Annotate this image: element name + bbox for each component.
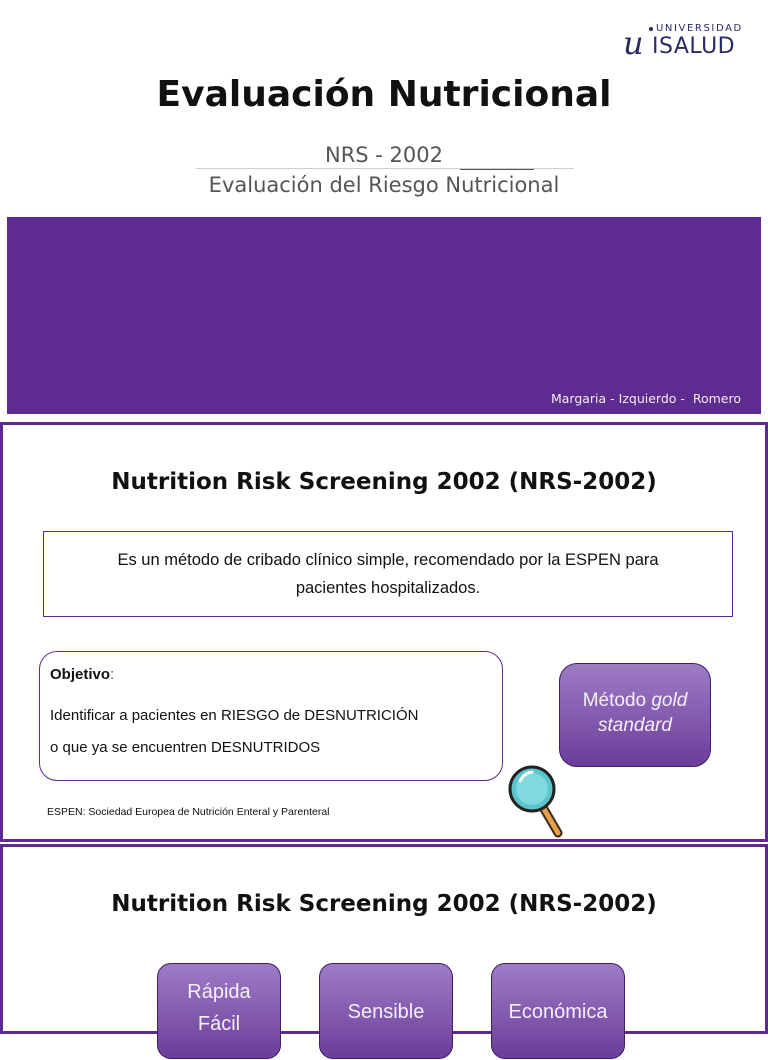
tile-label: Sensible [347, 1001, 425, 1023]
objective-box [39, 651, 503, 781]
logo-letter: u [623, 24, 644, 62]
property-tile-economica [491, 963, 625, 1059]
slide-nrs-definition [0, 422, 768, 842]
subtitle-nrs: NRS - 2002 [324, 143, 443, 167]
definition-line: Es un método de cribado clínico simple, recomendado por la ESPEN para [117, 551, 659, 569]
cover-banner [7, 217, 761, 414]
property-tile-sensible [319, 963, 453, 1059]
slide-title: Nutrition Risk Screening 2002 (NRS-2002) [111, 891, 657, 917]
property-tile-rapida [157, 963, 281, 1059]
gold-standard-italic: standard [598, 715, 672, 736]
subtitle-underline [460, 169, 534, 170]
objective-colon: : [110, 666, 115, 683]
tile-label: Fácil [197, 1013, 241, 1035]
espen-footnote: ESPEN: Sociedad Europea de Nutrición Enteral y Parenteral [47, 806, 330, 818]
authors-credit: Margaria - Izquierdo - Romero [550, 391, 741, 406]
tile-label: Económica [508, 1001, 608, 1023]
slide-title: Nutrition Risk Screening 2002 (NRS-2002) [111, 469, 657, 495]
tile-label: Rápida [187, 981, 251, 1003]
definition-box [43, 531, 733, 617]
definition-line: pacientes hospitalizados. [295, 579, 481, 597]
gold-standard-badge [559, 663, 711, 767]
objective-label: Objetivo [50, 666, 111, 683]
objective-text-line: o que ya se encuentren DESNUTRIDOS [50, 739, 321, 756]
logo-universidad-text: UNIVERSIDAD [656, 23, 743, 34]
subtitle-description: Evaluación del Riesgo Nutricional [208, 173, 560, 197]
gold-standard-italic: gold [651, 690, 688, 711]
logo-dot [649, 27, 653, 31]
page-title: Evaluación Nutricional [156, 74, 612, 115]
slide-nrs-properties [0, 844, 768, 1034]
universidad-isalud-logo [620, 22, 750, 64]
logo-isalud-text: ISALUD [652, 34, 736, 59]
objective-text-line: Identificar a pacientes en RIESGO de DESNUTRICIÓN [50, 707, 419, 724]
magnifying-glass-icon [506, 763, 568, 839]
gold-standard-prefix: Método [582, 690, 652, 711]
